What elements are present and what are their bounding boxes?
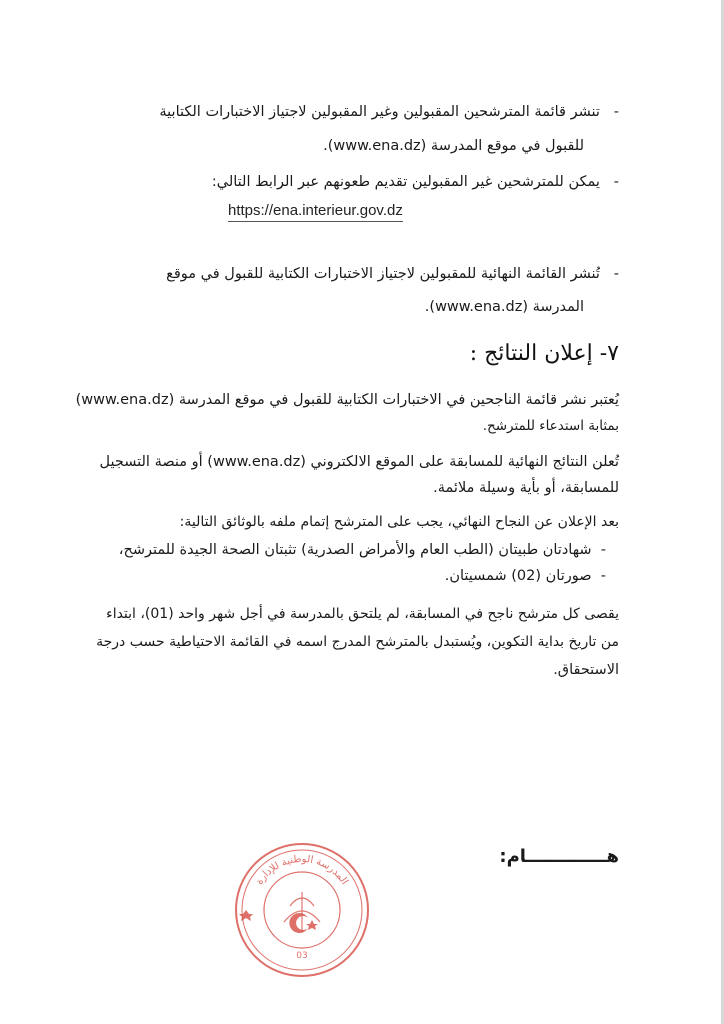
list-item-1-line-2: للقبول في موقع المدرسة (www.ena.dz). xyxy=(323,138,584,154)
paragraph-3-item-1: - شهادتان طبيتان (الطب العام والأمراض الصدرية) تثبتان الصحة الجيدة للمترشح، xyxy=(118,542,606,558)
signature-label: هـــــــــــــام: xyxy=(499,846,619,867)
paragraph-3-line-1: بعد الإعلان عن النجاح النهائي، يجب على المترشح إتمام ملفه بالوثائق التالية: xyxy=(179,514,619,530)
list-item-3-line-1: - تُنشر القائمة النهائية للمقبولين لاجتياز الاختبارات الكتابية للقبول في موقع xyxy=(166,266,619,282)
paragraph-4-line-1: يقصى كل مترشح ناجح في المسابقة، لم يلتحق بالمدرسة في أجل شهر واحد (01)، ابتداء xyxy=(106,606,619,622)
svg-text:المدرسة الوطنية للإدارة: المدرسة الوطنية للإدارة xyxy=(254,853,350,887)
paragraph-2-line-2: للمسابقة، أو بأية وسيلة ملائمة. xyxy=(433,480,619,496)
list-item-2-line-1: - يمكن للمترشحين غير المقبولين تقديم طعونهم عبر الرابط التالي: xyxy=(211,174,619,190)
paragraph-3-item-2: - صورتان (02) شمسيتان. xyxy=(444,568,606,584)
official-stamp xyxy=(232,840,372,980)
bullet: - xyxy=(613,266,619,282)
paragraph-1-line-1: يُعتبر نشر قائمة الناجحين في الاختبارات الكتابية للقبول في موقع المدرسة (www.ena.dz) xyxy=(75,392,619,408)
paragraph-1-line-2: بمثابة استدعاء للمترشح. xyxy=(482,418,619,434)
paragraph-4-line-2: من تاريخ بداية التكوين، ويُستبدل بالمترشح المدرج اسمه في القائمة الاحتياطية حسب درجة xyxy=(96,634,619,650)
bullet: - xyxy=(613,104,619,120)
appeals-link[interactable]: https://ena.interieur.gov.dz xyxy=(228,202,403,222)
list-item-1-line-1: - تنشر قائمة المترشحين المقبولين وغير المقبولين لاجتياز الاختبارات الكتابية xyxy=(159,104,619,120)
section-heading: ٧- إعلان النتائج : xyxy=(469,341,619,366)
paragraph-4-line-3: الاستحقاق. xyxy=(553,662,619,678)
paragraph-2-line-1: تُعلن النتائج النهائية للمسابقة على الموقع الالكتروني (www.ena.dz) أو منصة التسجيل xyxy=(99,454,619,470)
bullet: - xyxy=(613,174,619,190)
list-item-3-line-2: المدرسة (www.ena.dz). xyxy=(424,299,584,315)
stamp-number: 03 xyxy=(296,951,308,961)
